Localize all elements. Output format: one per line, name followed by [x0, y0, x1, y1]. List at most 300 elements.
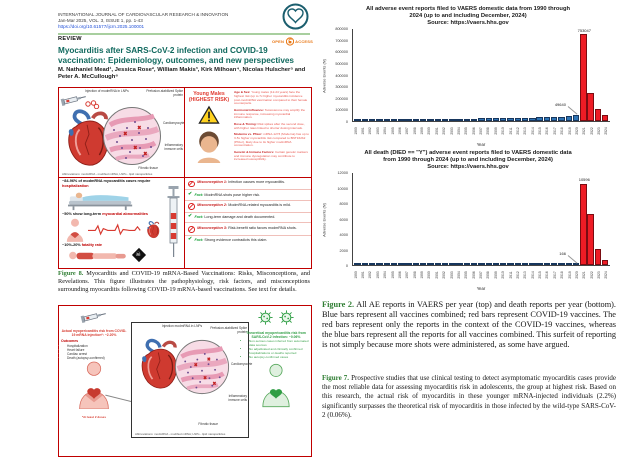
x-tick-label: 2018	[560, 126, 565, 135]
x-tick	[359, 267, 366, 282]
x-tick	[455, 267, 462, 282]
y-tick-label: 100000	[335, 108, 348, 113]
x-tick	[522, 123, 529, 138]
x-tick	[485, 267, 492, 282]
bar-2008	[486, 118, 492, 121]
bar-2023	[595, 109, 601, 121]
y-tick-label: 500000	[335, 61, 348, 66]
risk-factor-text: Certain genetic markers and immune dysregulation may contribute to increased susceptibility.	[234, 149, 308, 162]
bar-1996	[398, 119, 404, 121]
x-tick	[507, 267, 514, 282]
young-males-heading: Young Males	[193, 91, 225, 97]
outcome-item: • Cardiac arrest	[67, 352, 127, 356]
bar-2001	[435, 263, 441, 265]
stat-fatality: ~10%-20% fatality rate	[62, 242, 103, 247]
virus-icon	[278, 309, 295, 326]
risk-factor-item	[234, 123, 309, 131]
x-tick-label: 2011	[508, 126, 513, 135]
claim-text	[197, 180, 285, 184]
bar-2009	[493, 263, 499, 265]
x-tick	[551, 267, 558, 282]
outcomes-list	[61, 344, 127, 360]
x-tick	[603, 267, 610, 282]
fibrotic-tissue-label: Fibrotic tissue	[198, 422, 218, 427]
claim-body: ModmRNA shots pose higher risk.	[204, 192, 261, 197]
x-tick-label: 2018	[560, 270, 565, 279]
injection-label: Injection of modmRNA in LNPs	[85, 89, 129, 93]
x-tick	[536, 267, 543, 282]
bar-2000	[427, 263, 433, 265]
claim-text	[197, 226, 297, 230]
risk-factor-item	[234, 91, 309, 106]
x-tick-label: 2023	[597, 126, 602, 135]
journal-logo	[282, 3, 309, 30]
bar-value-annotation: 753047	[577, 28, 591, 34]
open-access-badge	[272, 37, 313, 46]
bar-2009	[493, 118, 499, 121]
x-axis-label: Year	[476, 286, 486, 291]
fibrotic-tissue-label: Fibrotic tissue	[138, 166, 158, 171]
risk-factor-text: Risk spikes after the second dose, with higher rates linked to shorter dosing intervals.	[234, 121, 305, 130]
bar-2017	[551, 263, 557, 265]
bar-2024	[602, 115, 608, 121]
vaers-death-reports-chart	[320, 150, 616, 292]
bar-2004	[456, 263, 462, 265]
bar-2024	[602, 260, 608, 265]
x-tick-label: 2003	[449, 270, 454, 279]
infection-bullet-item: • No adjudicated and clinically confirmed hospitalizations or deaths reported	[249, 348, 309, 356]
young-males-text-list	[234, 91, 309, 165]
x-tick-label: 2002	[442, 126, 447, 135]
x-tick-label: 2021	[582, 270, 587, 279]
x-tick	[367, 267, 374, 282]
x-tick-label: 2009	[493, 270, 498, 279]
x-tick-label: 1997	[405, 126, 410, 135]
theoretical-risk-text: Theoretical myopericarditis risk from SARS-CoV-2 infection:	[246, 331, 306, 339]
figure-7-caption-label: Figure 7.	[322, 374, 350, 382]
x-tick-label: 2010	[501, 126, 506, 135]
vaers-adverse-events-chart	[320, 6, 616, 148]
figure-2-caption	[322, 300, 616, 350]
actual-risk-value: ~2.20%	[104, 333, 117, 337]
risk-factor-lead: Moderna vs. Pfizer:	[234, 131, 264, 136]
risk-factor-lead: Age & Sex:	[234, 90, 252, 94]
x-tick-label: 2004	[456, 270, 461, 279]
fact-row	[185, 190, 311, 200]
deceased-person-illustration	[65, 249, 129, 262]
check-icon: ✔	[188, 236, 193, 242]
claim-lead: Fact:	[194, 237, 205, 242]
x-tick-label: 2006	[471, 270, 476, 279]
x-tick	[463, 267, 470, 282]
x-tick-label: 2005	[464, 126, 469, 135]
bar-1997	[405, 263, 411, 265]
x-tick	[581, 123, 588, 138]
immune-cells-label: Inflammatory immune cells	[228, 394, 247, 402]
y-tick-label: 8000	[339, 202, 348, 206]
x-tick	[418, 267, 425, 282]
bar-1992	[369, 119, 375, 121]
x-tick	[529, 123, 536, 138]
bar-1990	[354, 119, 360, 121]
x-tick	[595, 267, 602, 282]
x-tick	[507, 123, 514, 138]
y-tick-label: 10000	[337, 186, 348, 191]
x-tick-label: 1999	[420, 270, 425, 279]
x-tick-label: 2022	[589, 126, 594, 135]
x-tick	[603, 123, 610, 138]
fig8-misconceptions-panel	[185, 178, 311, 268]
x-tick-label: 2001	[434, 126, 439, 135]
x-tick-label: 1998	[412, 270, 417, 279]
claim-lead: Fact:	[194, 192, 205, 197]
x-tick	[411, 267, 418, 282]
bar-1991	[362, 119, 368, 121]
figure-7-caption-text: Prospective studies that use clinical testing to detect asymptomatic myocarditis cases provide the most reliable data for assessing myocarditis risk in adolescents, the group at highest risk. Based on this research, the actual risk of myocarditis in these younger mRNA-injected individuals (2.2%) significantly surpasses the theoretical risk of myocarditis in those infected by the wild-type SARS-CoV-2 (0.06%).	[322, 374, 616, 419]
x-tick	[595, 123, 602, 138]
stat-hospitalization: ~84-96% of modmRNA myocarditis cases require hospitalization	[62, 179, 151, 188]
x-tick-label: 1996	[397, 270, 402, 279]
figure-8-graphic	[58, 87, 312, 269]
infected-patient-illustration	[260, 362, 292, 408]
x-tick	[559, 267, 566, 282]
x-axis-ticks	[352, 123, 610, 138]
journal-issue: Jan-Mar 2025, VOL. 3, ISSUE 1, pp. 1-43	[58, 18, 143, 23]
x-tick-label: 2009	[493, 126, 498, 135]
bar-2001	[435, 119, 441, 121]
x-tick-label: 2007	[479, 270, 484, 279]
bar-2016	[544, 117, 550, 121]
bar-2018	[558, 117, 564, 121]
x-tick-label: 2011	[508, 270, 513, 279]
x-tick	[566, 267, 573, 282]
bar-2014	[529, 263, 535, 265]
x-tick	[573, 123, 580, 138]
infection-bullet-item: • No autopsy-confirmed cases	[249, 356, 309, 360]
x-tick-label: 2017	[552, 270, 557, 279]
virus-icon	[257, 309, 274, 326]
doi-link[interactable]: https://doi.org/10.61577/ijcrn.2025.100001	[58, 24, 145, 29]
bar-2022	[587, 214, 593, 265]
x-tick-label: 2017	[552, 126, 557, 135]
x-tick-label: 2001	[434, 270, 439, 279]
fig8-heart-panel	[59, 88, 185, 178]
bar-1990	[354, 263, 360, 265]
journal-name: INTERNATIONAL JOURNAL OF CARDIOVASCULAR RESEARCH & INNOVATION	[58, 12, 229, 17]
theoretical-risk-value: ~0.06%	[288, 335, 301, 339]
bar-1994	[384, 263, 390, 265]
bar-1999	[420, 119, 426, 121]
y-axis-ticks	[326, 29, 351, 122]
bar-2007	[478, 263, 484, 265]
x-tick	[492, 267, 499, 282]
x-tick-label: 2024	[604, 126, 609, 135]
x-tick-label: 1994	[383, 126, 388, 135]
actual-risk-panel	[61, 309, 127, 419]
x-tick	[374, 123, 381, 138]
x-tick	[389, 267, 396, 282]
x-tick-label: 2008	[486, 270, 491, 279]
x-tick-label: 2016	[545, 126, 550, 135]
header-divider	[58, 33, 310, 35]
highest-risk-heading: (HIGHEST RISK)	[188, 97, 230, 103]
y-axis-label: Adverse Events (N)	[321, 202, 326, 237]
x-tick	[441, 267, 448, 282]
claim-body: Infection causes more myocarditis.	[228, 180, 286, 185]
x-tick	[441, 123, 448, 138]
y-tick-label: 0	[345, 120, 348, 124]
hospital-bed-illustration	[65, 189, 137, 211]
x-tick-label: 1992	[368, 270, 373, 279]
bar-1998	[413, 119, 419, 121]
fig8-young-males-panel	[185, 88, 311, 178]
bar-2002	[442, 263, 448, 265]
x-tick-label: 2016	[545, 270, 550, 279]
bar-2021	[580, 34, 586, 121]
x-tick-label: 2005	[464, 270, 469, 279]
x-tick-label: 2023	[597, 270, 602, 279]
prohibited-icon	[188, 181, 195, 188]
claim-lead: Misconception 3:	[197, 225, 229, 230]
bar-1997	[405, 119, 411, 121]
chest-pain-illustration	[65, 218, 85, 242]
x-tick	[500, 267, 507, 282]
bar-2022	[587, 93, 593, 121]
x-tick	[382, 123, 389, 138]
claim-text	[195, 215, 276, 219]
infection-bullet-item: • Non-serious cases inferred from automated data sources	[249, 340, 309, 348]
x-tick-label: 2008	[486, 126, 491, 135]
cardiomyocyte-label: Cardiomyocyte	[163, 121, 185, 125]
bar-2002	[442, 119, 448, 121]
x-tick	[536, 123, 543, 138]
risk-factor-text: Testosterone may amplify the immune response, increasing myocardial inflammation.	[234, 107, 306, 120]
x-tick-label: 1991	[361, 270, 366, 279]
bar-1992	[369, 263, 375, 265]
x-tick-label: 2000	[427, 126, 432, 135]
x-tick-label: 2019	[567, 126, 572, 135]
bar-2020	[573, 115, 579, 121]
claim-lead: Misconception 2:	[197, 202, 229, 207]
y-axis-ticks	[326, 173, 351, 266]
x-tick	[433, 267, 440, 282]
x-tick-label: 2006	[471, 126, 476, 135]
heart-pathology-box	[131, 322, 253, 438]
x-tick	[404, 267, 411, 282]
bar-2008	[486, 263, 492, 265]
plot-area	[352, 173, 610, 266]
x-tick-label: 2014	[530, 270, 535, 279]
bar-2017	[551, 117, 557, 121]
claim-body: Risk-benefit ratio favors modmRNA shots.	[228, 225, 297, 230]
y-tick-label: 400000	[335, 73, 348, 78]
x-tick	[500, 123, 507, 138]
bar-2005	[464, 119, 470, 121]
claim-body: Strong evidence contradicts this claim.	[204, 237, 268, 242]
x-tick-label: 2021	[582, 126, 587, 135]
bar-1995	[391, 119, 397, 121]
x-tick	[448, 267, 455, 282]
claim-body: Long-term damage and death documented.	[204, 215, 276, 220]
bar-2003	[449, 263, 455, 265]
y-tick-label: 4000	[339, 233, 348, 237]
x-tick	[514, 123, 521, 138]
x-tick-label: 2007	[479, 126, 484, 135]
x-tick	[411, 123, 418, 138]
bar-2015	[536, 263, 542, 265]
bar-2015	[536, 117, 542, 121]
fact-row	[185, 213, 311, 223]
doses-footnote: *At least 2 doses	[81, 414, 106, 419]
x-tick	[426, 123, 433, 138]
bar-2012	[515, 118, 521, 121]
x-tick	[418, 123, 425, 138]
bar-1993	[376, 119, 382, 121]
chart-title: All adverse event reports filed to VAERS domestic data from 1990 through 2024 (up to and including December, 2024) Source: https://vaers.hhs.gov	[365, 6, 571, 26]
x-tick	[470, 267, 477, 282]
claim-text	[197, 203, 291, 207]
chart-title: All death (DIED == "Y") adverse event reports filed to VAERS domestic data from 1990 through 2024 (up to and including December, 2024) Source: https://vaers.hhs.gov	[364, 150, 572, 170]
x-tick	[426, 267, 433, 282]
bar-2019	[566, 116, 572, 121]
x-tick-label: 2013	[523, 126, 528, 135]
y-tick-label: 700000	[335, 38, 348, 43]
stat-abnormalities: ~50% show long-term myocardial abnormalities	[62, 212, 148, 216]
heart-small-icon	[145, 220, 162, 240]
x-tick	[566, 123, 573, 138]
spike-protein-label: Prefusion-stabilized Spike protein	[146, 89, 183, 97]
bar-2011	[507, 118, 513, 121]
prohibited-icon	[188, 203, 195, 210]
bar-2013	[522, 263, 528, 265]
bar-2010	[500, 118, 506, 121]
x-tick-label: 1995	[390, 126, 395, 135]
x-tick-label: 2020	[574, 126, 579, 135]
x-tick	[581, 267, 588, 282]
x-tick	[396, 267, 403, 282]
syringe-vertical-icon	[165, 183, 182, 261]
claim-text	[195, 193, 261, 197]
figure-7-graphic	[58, 305, 312, 457]
y-tick-label: 6000	[339, 217, 348, 222]
x-tick	[359, 123, 366, 138]
author-list: M. Nathaniel Mead¹, Jessica Rose², William Makis³, Kirk Milhoan⁴, Nicolas Hulscher⁵ and Peter A. McCullough⁶	[58, 67, 306, 81]
figure-8-caption-text: Myocarditis and COVID-19 mRNA-Based Vaccinations: Risks, Misconceptions, and Revelations. This figure illustrates the pathophysiology, risk factors, and misconceptions surrounding myocarditis following COVID-19 mRNA-based vaccinations. See text for details.	[58, 270, 310, 293]
histology-micrograph	[102, 106, 162, 166]
outcome-item: • Heart failure	[67, 348, 127, 352]
open-access-access-label: ACCESS	[295, 39, 314, 44]
bar-1991	[362, 263, 368, 265]
x-tick	[352, 123, 359, 138]
fig8-outcome-stats-panel	[59, 178, 185, 268]
y-tick-label: 12000	[337, 171, 348, 175]
x-tick	[389, 123, 396, 138]
x-tick-label: 1995	[390, 270, 395, 279]
warning-triangle-icon	[198, 105, 220, 125]
outcomes-title: Outcomes	[61, 338, 79, 343]
x-tick-label: 2019	[567, 270, 572, 279]
cardiomyocyte-label: Cardiomyocyte	[231, 362, 253, 366]
x-tick-label: 2002	[442, 270, 447, 279]
theoretical-risk-panel	[243, 309, 309, 413]
x-tick	[529, 267, 536, 282]
x-tick-label: 2003	[449, 126, 454, 135]
affected-patient-illustration	[76, 361, 112, 409]
y-tick-label: 300000	[335, 85, 348, 90]
outcome-item: • Death (autopsy-confirmed)	[67, 356, 127, 360]
claim-lead: Misconception 1:	[197, 180, 229, 185]
open-access-open-label: OPEN	[272, 39, 285, 44]
bar-1995	[391, 263, 397, 265]
bar-value-annotation: 49640	[554, 102, 566, 108]
x-tick-label: 2013	[523, 270, 528, 279]
bar-value-annotation: 166	[559, 250, 566, 256]
bar-2013	[522, 118, 528, 121]
x-tick	[573, 267, 580, 282]
toxic-hazard-icon: ☠	[132, 248, 146, 262]
bar-2000	[427, 119, 433, 121]
x-tick	[588, 267, 595, 282]
y-tick-label: 800000	[335, 27, 348, 31]
bar-1999	[420, 263, 426, 265]
abbreviations-note: Abbreviations: modmRNA - modified mRNA; LNPs - lipid nanoparticles	[135, 432, 226, 436]
x-tick-label: 1994	[383, 270, 388, 279]
x-tick-label: 1997	[405, 270, 410, 279]
x-tick	[374, 267, 381, 282]
article-type: REVIEW	[58, 36, 82, 42]
risk-factor-item	[234, 151, 309, 162]
risk-factor-text: mRNA-1273 (Moderna) has up to 3-5x higher myocarditis risk compared to BNT162b2 (Pfizer), likely due to its higher modmRNA concentration.	[234, 131, 309, 148]
misconception-row	[185, 201, 311, 213]
bar-2004	[456, 119, 462, 121]
y-tick-label: 0	[345, 264, 348, 268]
bar-2006	[471, 263, 477, 265]
bar-2005	[464, 263, 470, 265]
x-tick-label: 2010	[501, 270, 506, 279]
actual-risk-text: Actual myopericarditis risk from COVID-19 mRNA injection*:	[61, 329, 127, 337]
x-tick-label: 2012	[515, 126, 520, 135]
immune-cells-label: Inflammatory immune cells	[164, 143, 183, 151]
histology-micrograph	[174, 339, 230, 395]
young-male-illustration	[195, 131, 223, 163]
plot-area	[352, 29, 610, 122]
x-tick	[544, 123, 551, 138]
x-tick	[551, 123, 558, 138]
x-tick	[463, 123, 470, 138]
misconception-row	[185, 178, 311, 190]
figure-2-caption-label: Figure 2.	[322, 300, 355, 309]
x-axis-ticks	[352, 267, 610, 282]
x-tick-label: 2022	[589, 270, 594, 279]
x-tick	[477, 267, 484, 282]
bar-2014	[529, 118, 535, 121]
x-tick	[396, 123, 403, 138]
x-tick	[514, 267, 521, 282]
claim-text	[195, 238, 268, 242]
x-tick-label: 1999	[420, 126, 425, 135]
x-tick-label: 2020	[574, 270, 579, 279]
x-tick-label: 2000	[427, 270, 432, 279]
misconception-row	[185, 223, 311, 235]
risk-factor-item	[234, 133, 309, 148]
x-tick	[433, 123, 440, 138]
x-tick	[492, 123, 499, 138]
bar-1993	[376, 263, 382, 265]
y-tick-label: 200000	[335, 96, 348, 101]
x-tick-label: 2015	[538, 270, 543, 279]
x-tick	[485, 123, 492, 138]
x-tick-label: 1993	[375, 126, 380, 135]
